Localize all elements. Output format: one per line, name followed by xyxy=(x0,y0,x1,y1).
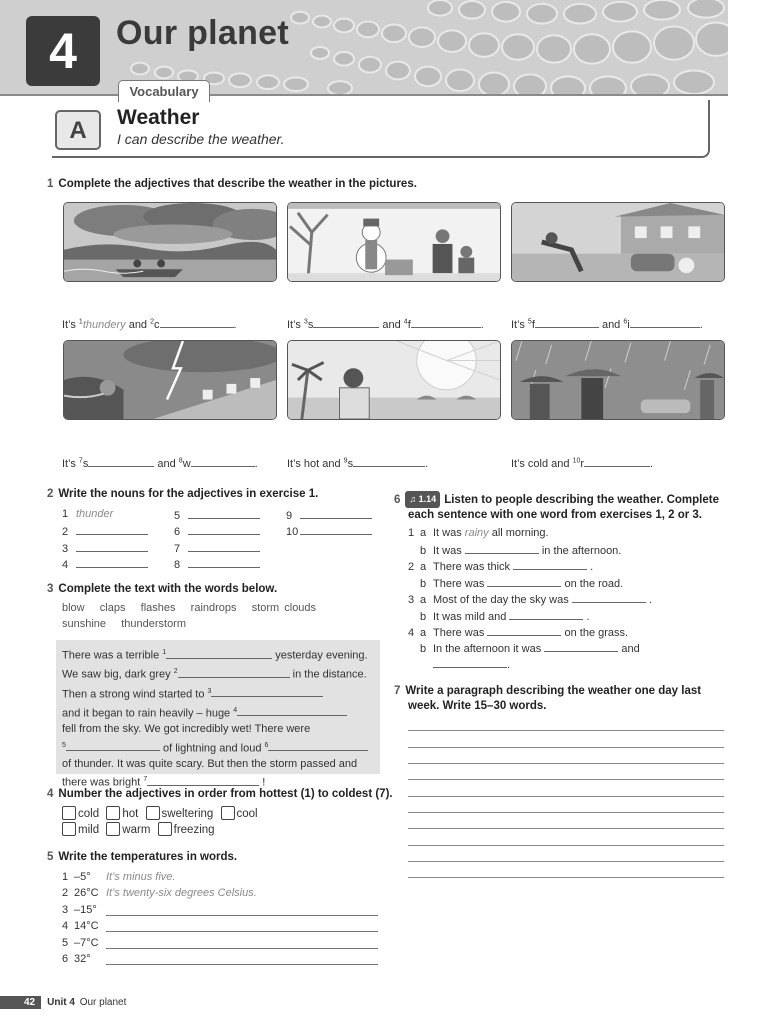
ex3-instruction: Complete the text with the words below. xyxy=(58,583,278,595)
ex7-writing-line[interactable] xyxy=(408,796,724,797)
ex1-caption-6: It’s cold and $^{10}$r . xyxy=(511,457,654,470)
ex3-heading: 3 Complete the text with the words below. xyxy=(47,583,278,595)
answer-blank-4[interactable] xyxy=(411,317,481,328)
ex7-heading: 7 Write a paragraph describing the weather one day last week. Write 15–30 words. xyxy=(394,685,702,712)
order-box-sweltering[interactable] xyxy=(146,806,160,820)
ex6-heading: 6 ♫ 1.14 Listen to people describing the weather. Complete each sentence with one word from exercises 1, 2 or 3. xyxy=(394,491,719,523)
ex4-row-1: cold hot sweltering cool xyxy=(62,806,262,820)
ex7-writing-line[interactable] xyxy=(408,828,724,829)
ex1-caption-2: It’s $^3$s and $^4$f . xyxy=(287,318,484,331)
page-footer xyxy=(0,996,126,1009)
ex6-item-3a: 3 a Most of the day the sky was . xyxy=(408,594,652,606)
order-box-cool[interactable] xyxy=(221,806,235,820)
ex2-item-2: 2 xyxy=(62,524,148,538)
ex5-item-4: 4 14°C xyxy=(62,920,99,932)
ex5-answer-line-3[interactable] xyxy=(106,915,378,916)
ex5-answer-line-6[interactable] xyxy=(106,964,378,965)
ex1-instruction: Complete the adjectives that describe the weather in the pictures. xyxy=(58,178,417,190)
ex5-item-5: 5 –7°C xyxy=(62,937,99,949)
vocabulary-tab: Vocabulary xyxy=(118,80,210,102)
order-box-hot[interactable] xyxy=(106,806,120,820)
ex6-item-2b: b There was on the road. xyxy=(420,578,624,590)
ex3-text-box: There was a terrible $^1$ yesterday evening. We saw big, dark grey $^2$ in the distance. Then a strong wind started to $^3$ and it began to rain heavily – huge $^4$ fell from the sky. We got incredibly wet! There were $^5$ of lightning and loud $^6$ of thunder. It was quite scary. But then the storm passed and there was bright $^7$ ! xyxy=(56,640,380,774)
ex6-item-2a: 2 a There was thick . xyxy=(408,561,594,573)
lesson-subtitle: I can describe the weather. xyxy=(117,131,285,147)
ex1-example-answer: thundery xyxy=(82,319,126,331)
answer-blank-5[interactable] xyxy=(535,317,599,328)
ex7-writing-line[interactable] xyxy=(408,861,724,862)
ex4-heading: 4 Number the adjectives in order from hottest (1) to coldest (7). xyxy=(47,788,393,800)
ex2-item-8: 8 xyxy=(174,557,260,571)
ex2-instruction: Write the nouns for the adjectives in exercise 1. xyxy=(58,488,319,500)
ex7-writing-line[interactable] xyxy=(408,747,724,748)
order-box-warm[interactable] xyxy=(106,822,120,836)
unit-number-box: 4 xyxy=(26,16,100,86)
stormy-lake-boat-picture xyxy=(63,202,277,282)
ex7-writing-line[interactable] xyxy=(408,779,724,780)
ex5-heading: 5 Write the temperatures in words. xyxy=(47,851,238,863)
lesson-title: Weather xyxy=(117,106,200,129)
header-pattern xyxy=(0,0,728,94)
lightning-wind-picture xyxy=(63,340,277,420)
ex4-instruction: Number the adjectives in order from hottest (1) to coldest (7). xyxy=(58,788,393,800)
ex2-item-6: 6 xyxy=(174,524,260,538)
lesson-letter: A xyxy=(55,110,101,150)
ex7-writing-line[interactable] xyxy=(408,763,724,764)
ex1-caption-3: It’s $^5$f and $^6$i . xyxy=(511,318,703,331)
headphones-icon: ♫ xyxy=(409,494,417,504)
answer-blank-3[interactable] xyxy=(313,317,379,328)
order-box-cold[interactable] xyxy=(62,806,76,820)
answer-blank-7[interactable] xyxy=(88,456,154,467)
ex5-item-1: 1 –5° It’s minus five. xyxy=(62,871,176,883)
footer-title: Our planet xyxy=(79,997,127,1008)
ex1-caption-5: It’s hot and $^9$s . xyxy=(287,457,429,470)
ex2-item-1: 1 thunder xyxy=(62,508,114,520)
ex1-caption-4: It’s $^7$s and $^8$w . xyxy=(62,457,258,470)
sunny-beach-picture xyxy=(287,340,501,420)
order-box-freezing[interactable] xyxy=(158,822,172,836)
ex7-writing-line[interactable] xyxy=(408,877,724,878)
unit-title: Our planet xyxy=(116,14,290,52)
snowman-frost-picture xyxy=(287,202,501,282)
windy-ice-street-picture xyxy=(511,202,725,282)
ex6-item-4b-continued: . xyxy=(433,657,510,671)
ex7-writing-line[interactable] xyxy=(408,845,724,846)
ex7-writing-line[interactable] xyxy=(408,812,724,813)
answer-blank-2[interactable] xyxy=(160,317,234,328)
ex2-item-9: 9 xyxy=(286,508,372,522)
ex6-item-3b: b It was mild and . xyxy=(420,611,590,623)
ex4-row-2: mild warm freezing xyxy=(62,822,219,836)
ex6-item-4a: 4 a There was on the grass. xyxy=(408,627,629,639)
rainy-street-picture xyxy=(511,340,725,420)
answer-blank-10[interactable] xyxy=(584,456,650,467)
ex5-item-6: 6 32° xyxy=(62,953,91,965)
ex1-heading: 1 Complete the adjectives that describe the weather in the pictures. xyxy=(47,178,417,190)
ex5-answer-line-4[interactable] xyxy=(106,931,378,932)
ex2-item-7: 7 xyxy=(174,541,260,555)
ex6-item-1b: b It was in the afternoon. xyxy=(420,545,622,557)
ex2-item-5: 5 xyxy=(174,508,260,522)
audio-track-badge[interactable]: ♫ 1.14 xyxy=(405,491,440,508)
footer-unit: Unit 4 xyxy=(47,997,75,1008)
answer-blank-6[interactable] xyxy=(630,317,700,328)
ex3-word-list: blow claps flashes raindrops storm clouds sunshine thunderstorm xyxy=(62,602,317,630)
answer-blank-9[interactable] xyxy=(353,456,425,467)
ex6-item-4b: b In the afternoon it was and xyxy=(420,643,640,655)
answer-blank-8[interactable] xyxy=(191,456,255,467)
ex7-writing-line[interactable] xyxy=(408,730,724,731)
ex2-item-10: 10 xyxy=(286,524,372,538)
ex6-item-1a: 1 a It was rainy all morning. xyxy=(408,527,549,539)
ex2-heading: 2 Write the nouns for the adjectives in exercise 1. xyxy=(47,488,319,500)
ex2-item-4: 4 xyxy=(62,557,148,571)
ex2-item-3: 3 xyxy=(62,541,148,555)
header-band xyxy=(0,0,728,96)
page-number: 42 xyxy=(0,996,41,1009)
ex1-caption-1: It’s $^1$thundery and $^2$c . xyxy=(62,318,237,331)
ex5-item-2: 2 26°C It’s twenty-six degrees Celsius. xyxy=(62,887,257,899)
order-box-mild[interactable] xyxy=(62,822,76,836)
ex5-item-3: 3 –15° xyxy=(62,904,97,916)
ex5-answer-line-5[interactable] xyxy=(106,948,378,949)
ex5-instruction: Write the temperatures in words. xyxy=(58,851,238,863)
